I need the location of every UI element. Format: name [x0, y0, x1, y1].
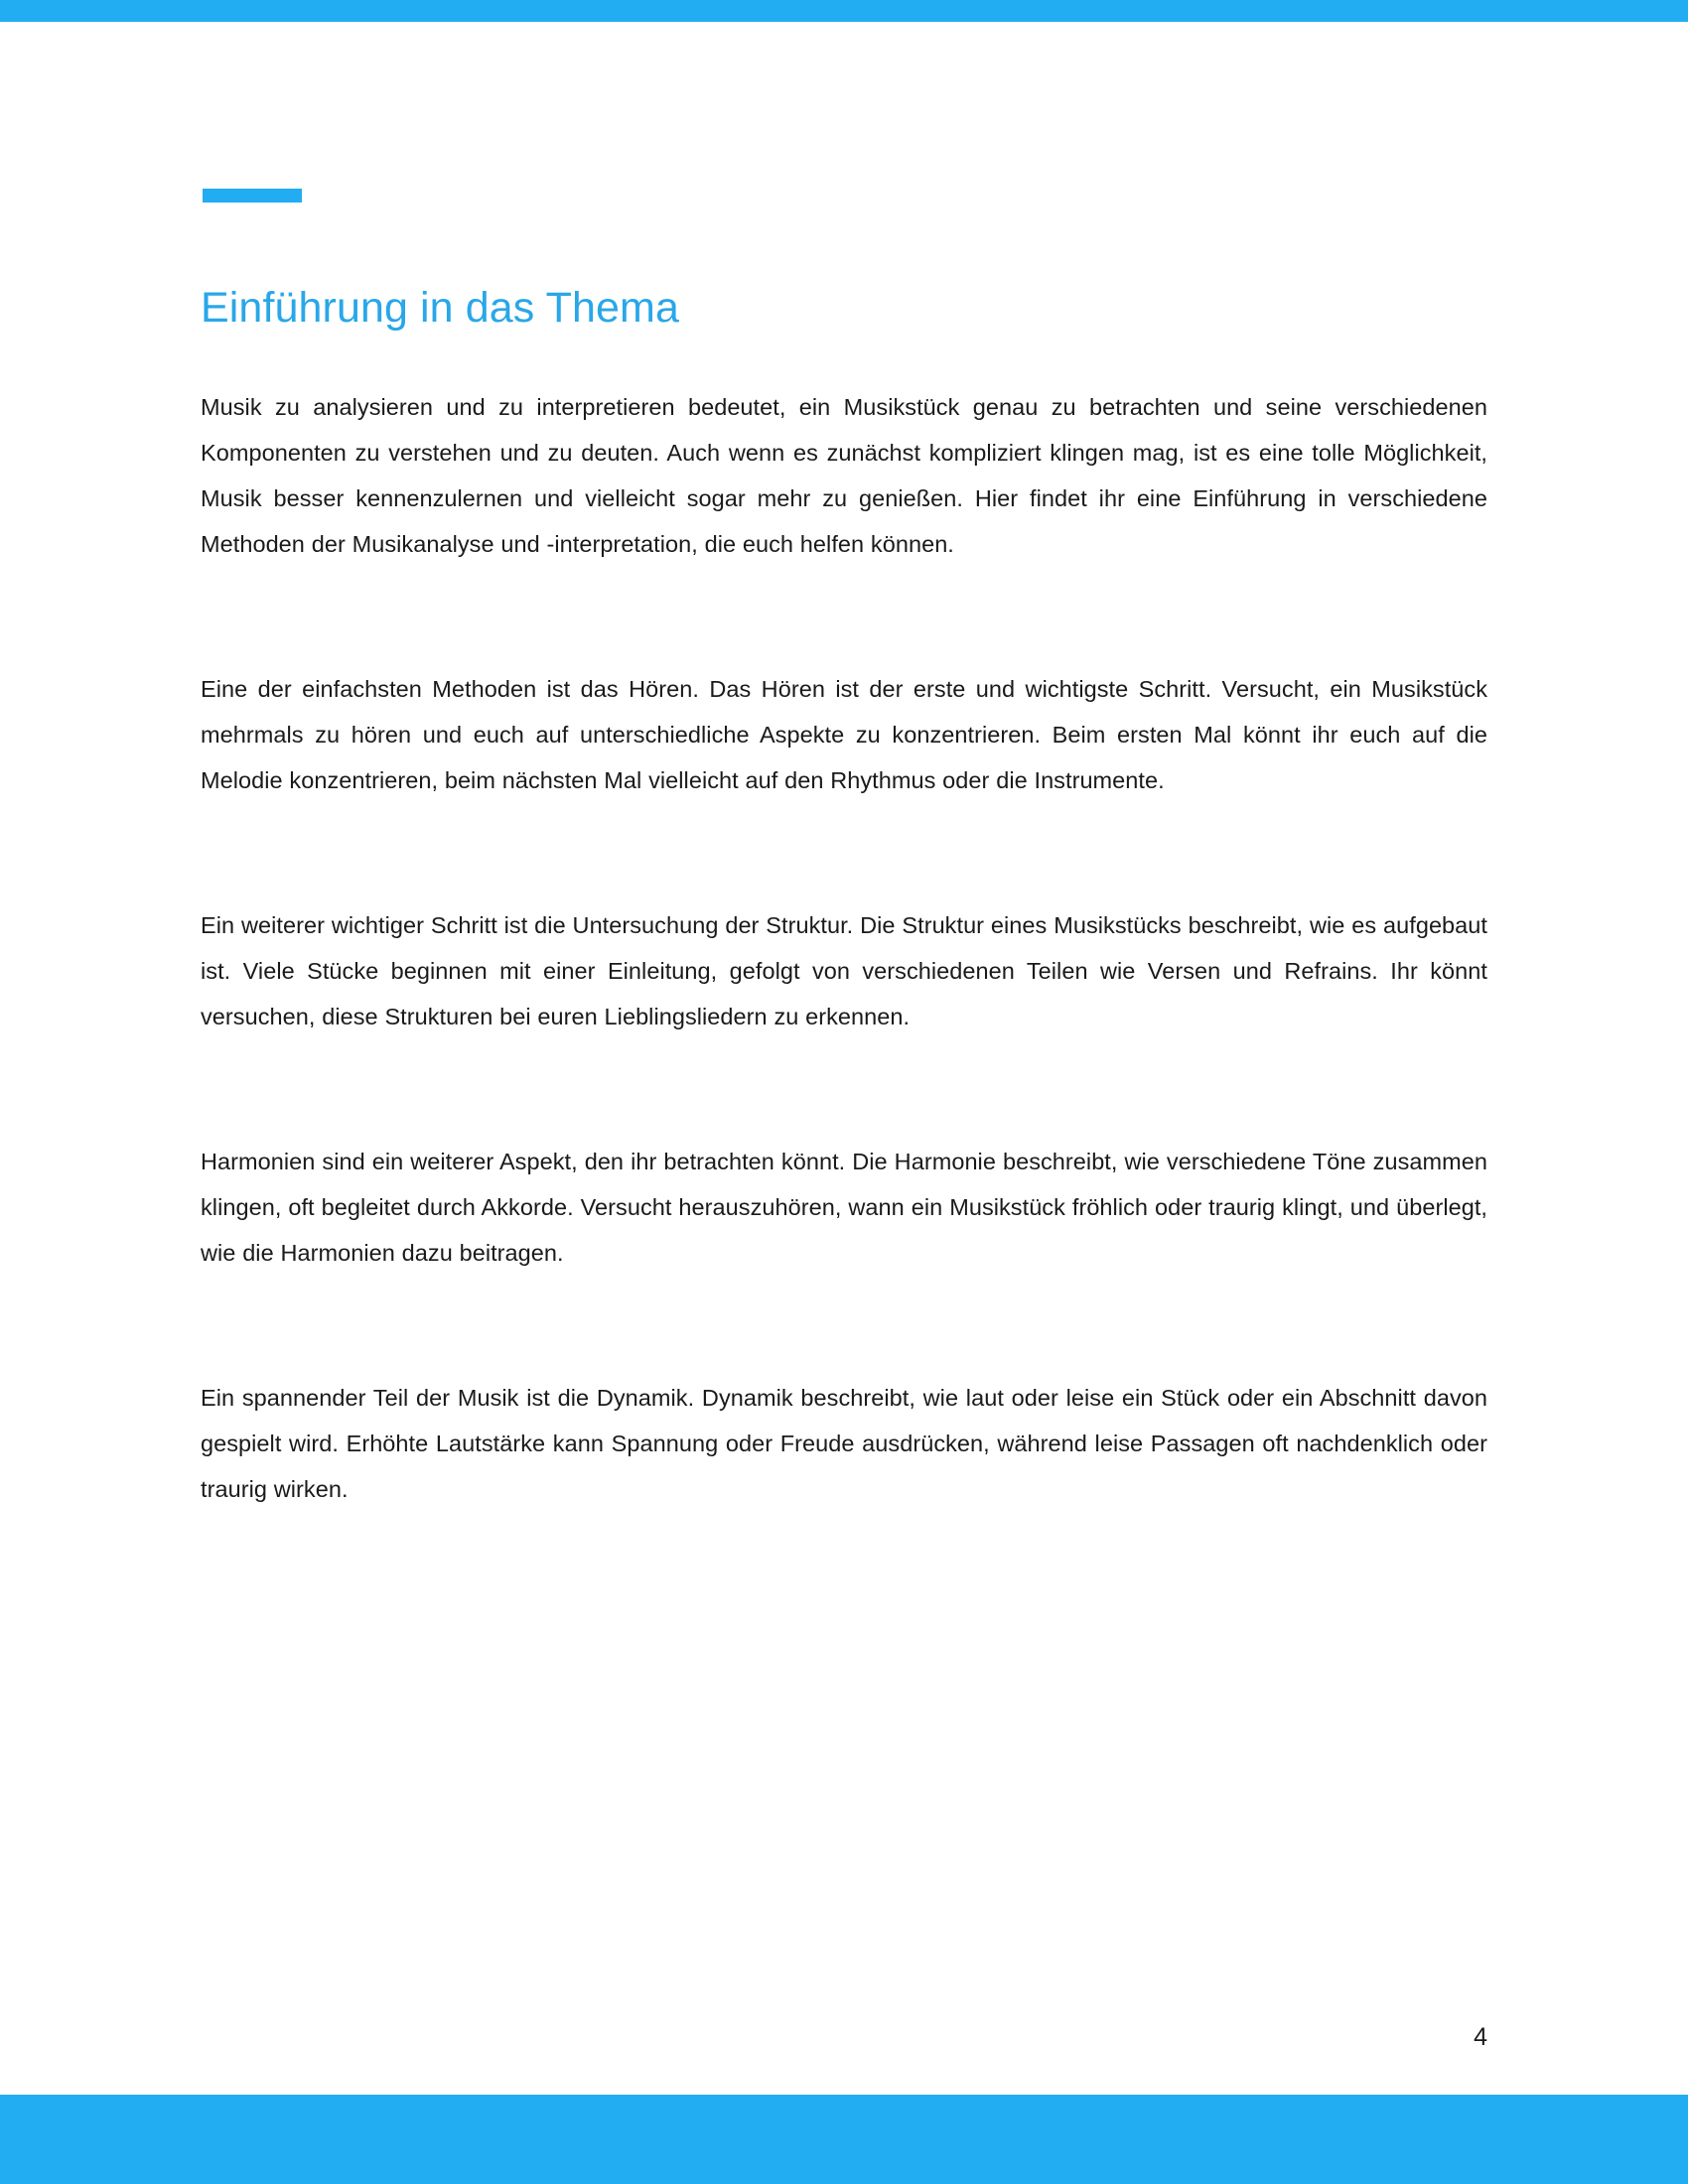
body-paragraph: Musik zu analysieren und zu interpretieren bedeutet, ein Musikstück genau zu betrachten und seine verschiedenen Komponenten zu verstehen und zu deuten. Auch wenn es zunächst kompliziert klingen mag, ist es eine tolle Möglichkeit, Musik besser kennenzulernen und vielleicht sogar mehr zu genießen. Hier findet ihr eine Einführung in verschiedene Methoden der Musikanalyse und -interpretation, die euch helfen können.	[201, 394, 1487, 558]
page-number: 4	[1474, 2023, 1487, 2051]
bottom-accent-bar	[0, 2095, 1688, 2184]
body-paragraph: Eine der einfachsten Methoden ist das Hören. Das Hören ist der erste und wichtigste Schritt. Versucht, ein Musikstück mehrmals zu hören und euch auf unterschiedliche Aspekte zu konzentrieren. Beim ersten Mal könnt ihr euch auf die Melodie konzentrieren, beim nächsten Mal vielleicht auf den Rhythmus oder die Instrumente.	[201, 676, 1487, 794]
page-title: Einführung in das Thema	[201, 284, 679, 332]
heading-accent-rule	[203, 189, 302, 203]
page-content	[201, 284, 1487, 1512]
body-paragraph: Ein weiterer wichtiger Schritt ist die Untersuchung der Struktur. Die Struktur eines Musikstücks beschreibt, wie es aufgebaut ist. Viele Stücke beginnen mit einer Einleitung, gefolgt von verschiedenen Teilen wie Versen und Refrains. Ihr könnt versuchen, diese Strukturen bei euren Lieblingsliedern zu erkennen.	[201, 912, 1487, 1030]
body-paragraph: Ein spannender Teil der Musik ist die Dynamik. Dynamik beschreibt, wie laut oder leise ein Stück oder ein Abschnitt davon gespielt wird. Erhöhte Lautstärke kann Spannung oder Freude ausdrücken, während leise Passagen oft nachdenklich oder traurig wirken.	[201, 1385, 1487, 1503]
top-accent-bar	[0, 0, 1688, 22]
body-paragraph: Harmonien sind ein weiterer Aspekt, den ihr betrachten könnt. Die Harmonie beschreibt, wie verschiedene Töne zusammen klingen, oft begleitet durch Akkorde. Versucht herauszuhören, wann ein Musikstück fröhlich oder traurig klingt, und überlegt, wie die Harmonien dazu beitragen.	[201, 1149, 1487, 1267]
